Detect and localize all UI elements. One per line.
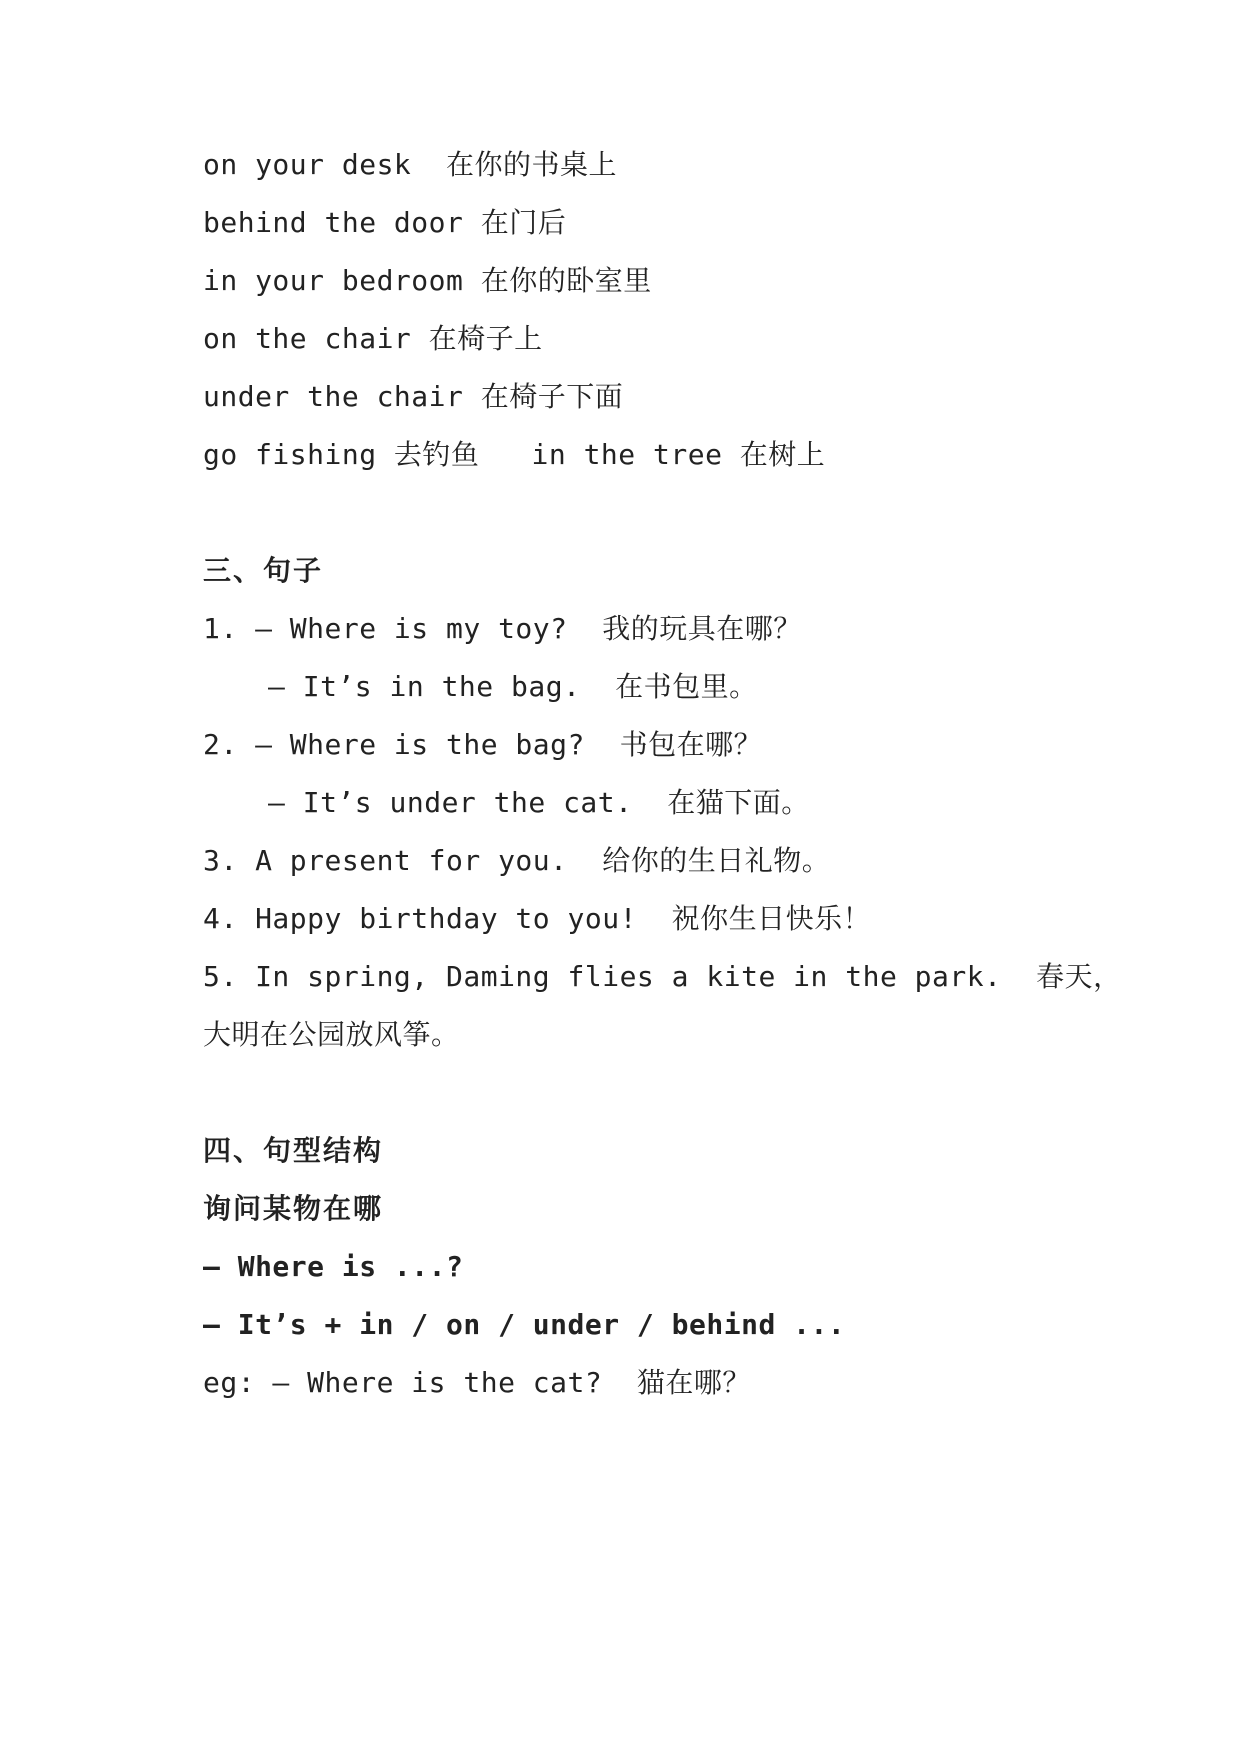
section-heading-patterns: 四、句型结构 (203, 1134, 384, 1167)
pattern-question: — Where is ...? (203, 1250, 464, 1283)
phrase-line: on your desk 在你的书桌上 (203, 148, 618, 181)
phrase-line: on the chair 在椅子上 (203, 322, 543, 355)
phrase-line: in your bedroom 在你的卧室里 (203, 264, 652, 297)
subheading: 询问某物在哪 (203, 1192, 384, 1225)
sentence-line: 4. Happy birthday to you! 祝你生日快乐！ (203, 902, 872, 935)
phrase-line: go fishing 去钓鱼 in the tree 在树上 (203, 438, 826, 471)
pattern-answer: — It’s + in / on / under / behind ... (203, 1308, 846, 1341)
sentence-line: — It’s under the cat. 在猫下面。 (268, 786, 810, 819)
section-heading-sentences: 三、句子 (203, 554, 324, 587)
sentence-line: 5. In spring, Daming flies a kite in the park. 春天， (203, 960, 1122, 993)
sentence-line: 2. — Where is the bag? 书包在哪？ (203, 728, 763, 761)
sentence-line: 大明在公园放风筝。 (203, 1018, 460, 1051)
example-line: eg: — Where is the cat? 猫在哪？ (203, 1366, 751, 1399)
sentence-line: 3. A present for you. 给你的生日礼物。 (203, 844, 831, 877)
phrase-line: under the chair 在椅子下面 (203, 380, 624, 413)
sentence-line: 1. — Where is my toy? 我的玩具在哪？ (203, 612, 802, 645)
sentence-line: — It’s in the bag. 在书包里。 (268, 670, 758, 703)
phrase-line: behind the door 在门后 (203, 206, 567, 239)
